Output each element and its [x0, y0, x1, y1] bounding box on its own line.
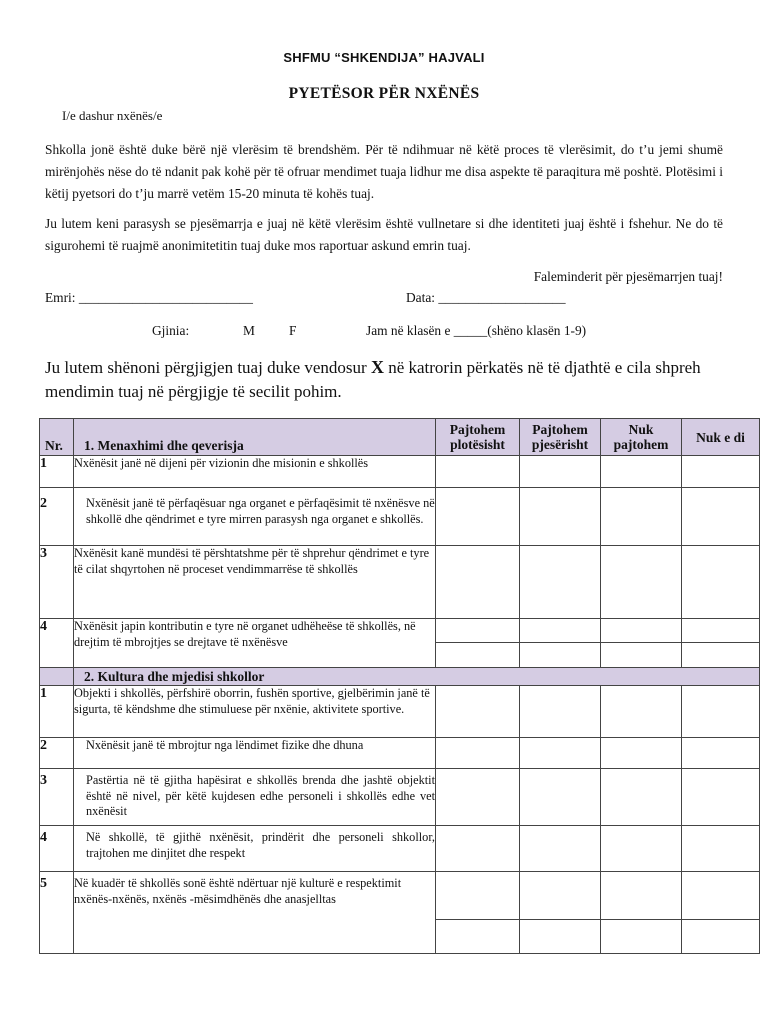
answer-cell-disagree[interactable]: [601, 872, 682, 920]
answer-cell-dont-know[interactable]: [682, 769, 760, 826]
instruction-text: [45, 355, 745, 404]
answer-cell-agree-full[interactable]: [436, 826, 520, 872]
answer-cell-disagree[interactable]: [601, 920, 682, 954]
row-number: 1: [40, 686, 74, 738]
answer-cell-disagree[interactable]: [601, 488, 682, 546]
col-disagree-header: Nuk pajtohem: [601, 419, 682, 456]
answer-cell-agree-part[interactable]: [520, 872, 601, 920]
statement-text: Nxënësit janë në dijeni për vizionin dhe misionin e shkollës: [74, 456, 436, 488]
answer-cell-agree-full[interactable]: [436, 769, 520, 826]
answer-cell-disagree[interactable]: [601, 738, 682, 769]
section-1-title: 1. Menaxhimi dhe qeverisja: [74, 419, 436, 456]
gender-option-m[interactable]: M: [243, 323, 255, 338]
col-agree-part-header: Pajtohem pjesërisht: [520, 419, 601, 456]
answer-cell-agree-part[interactable]: [520, 643, 601, 668]
instruction-after: në katrorin përkatës në të djathtë e cila shpreh mendimin tuaj në përgjigje të secilit pohim.: [45, 358, 701, 401]
table-row: [40, 488, 760, 546]
intro-paragraph-2: Ju lutem keni parasysh se pjesëmarrja e juaj në këtë vlerësim është vullnetare si dhe identiteti juaj është i fshehur. Ne do të sigurohemi të ruajmë anonimitetitin tuaj duke mos raportuar askund emrin tuaj.: [45, 216, 723, 253]
table-row: [40, 872, 760, 920]
intro-paragraph-1: Shkolla jonë është duke bërë një vlerësim të brendshëm. Për të ndihmuar në këtë proces të vlerësimit, do t’u jemi shumë mirënjohës nëse do të ndanit pak kohë për të ofruar mendimet tuaja lidhur me disa aspekte të paraqitura më poshtë. Plotësimi i këtij pyetsori do t’ju marrë vetëm 15-20 minuta të kohës tuaj.: [45, 142, 723, 201]
statement-text: Objekti i shkollës, përfshirë oborrin, fushën sportive, gjelbërimin janë të sigurta, të këndshme dhe stimuluese për nxënie, aktivitete sportive.: [74, 686, 436, 738]
table-header-row: [40, 419, 760, 456]
gender-option-f[interactable]: F: [289, 323, 297, 338]
col-agree-full-header: Pajtohem plotësisht: [436, 419, 520, 456]
row-number: 5: [40, 872, 74, 954]
answer-cell-agree-part[interactable]: [520, 738, 601, 769]
questionnaire-table: [39, 418, 760, 954]
row-number: 3: [40, 769, 74, 826]
answer-cell-agree-full[interactable]: [436, 738, 520, 769]
table-row: [40, 456, 760, 488]
thanks-note: Faleminderit për pjesëmarrjen tuaj!: [533, 269, 723, 284]
row-number: 2: [40, 738, 74, 769]
statement-text: Nxënësit janë të mbrojtur nga lëndimet fizike dhe dhuna: [74, 738, 436, 769]
row-number: 4: [40, 619, 74, 668]
answer-cell-agree-full[interactable]: [436, 488, 520, 546]
statement-text: Nxënësit kanë mundësi të përshtatshme për të shprehur qëndrimet e tyre të cilat shqyrtohen në proceset vendimmarrëse të shkollës: [74, 546, 436, 619]
answer-cell-disagree[interactable]: [601, 686, 682, 738]
row-number: 2: [40, 488, 74, 546]
answer-cell-dont-know[interactable]: [682, 920, 760, 954]
section-2-nr-cell: [40, 668, 74, 686]
answer-cell-disagree[interactable]: [601, 456, 682, 488]
answer-cell-disagree[interactable]: [601, 546, 682, 619]
answer-cell-agree-full[interactable]: [436, 643, 520, 668]
answer-cell-agree-part[interactable]: [520, 769, 601, 826]
answer-cell-disagree[interactable]: [601, 826, 682, 872]
answer-cell-agree-part[interactable]: [520, 619, 601, 643]
statement-text: Nxënësit janë të përfaqësuar nga organet e përfaqësimit të nxënësve në shkollë dhe qëndrimet e tyre mirren parasysh nga organet e shkollës.: [74, 488, 436, 546]
statement-text: Në shkollë, të gjithë nxënësit, prindërit dhe personeli shkollor, trajtohen me dinjitet dhe respekt: [74, 826, 436, 872]
statement-text: Pastërtia në të gjitha hapësirat e shkollës brenda dhe jashtë objektit është në nivel, për këtë kujdesen edhe personeli i shkollës edhe vet nxënësit: [74, 769, 436, 826]
table-row: [40, 826, 760, 872]
answer-cell-disagree[interactable]: [601, 643, 682, 668]
answer-cell-dont-know[interactable]: [682, 488, 760, 546]
answer-cell-agree-part[interactable]: [520, 488, 601, 546]
greeting: I/e dashur nxënës/e: [62, 108, 163, 123]
statement-text: Nxënësit japin kontributin e tyre në organet udhëheëse të shkollës, në drejtim të mbrojtjes se drejtave të nxënësve: [74, 619, 436, 668]
answer-cell-agree-full[interactable]: [436, 546, 520, 619]
answer-cell-agree-full[interactable]: [436, 456, 520, 488]
answer-cell-agree-full[interactable]: [436, 920, 520, 954]
answer-cell-dont-know[interactable]: [682, 686, 760, 738]
row-number: 1: [40, 456, 74, 488]
class-field[interactable]: Jam në klasën e _____(shëno klasën 1-9): [366, 323, 587, 338]
answer-cell-dont-know[interactable]: [682, 456, 760, 488]
answer-cell-disagree[interactable]: [601, 769, 682, 826]
table-row: [40, 546, 760, 619]
school-name: SHFMU “SHKENDIJA” HAJVALI: [283, 50, 485, 65]
answer-cell-agree-part[interactable]: [520, 826, 601, 872]
section-2-title: 2. Kultura dhe mjedisi shkollor: [74, 668, 760, 686]
instruction-mark: X: [370, 357, 384, 377]
section-header-row: [40, 668, 760, 686]
row-number: 3: [40, 546, 74, 619]
page-title: PYETËSOR PËR NXËNËS: [288, 85, 480, 102]
answer-cell-agree-full[interactable]: [436, 872, 520, 920]
answer-cell-agree-part[interactable]: [520, 456, 601, 488]
date-field[interactable]: Data: ___________________: [406, 290, 566, 305]
answer-cell-agree-full[interactable]: [436, 619, 520, 643]
gender-label: Gjinia:: [152, 323, 190, 338]
answer-cell-disagree[interactable]: [601, 619, 682, 643]
statement-text: Në kuadër të shkollës sonë është ndërtuar një kulturë e respektimit nxënës-nxënës, nxënës -mësimdhënës dhe anasjelltas: [74, 872, 436, 954]
answer-cell-dont-know[interactable]: [682, 826, 760, 872]
answer-cell-dont-know[interactable]: [682, 643, 760, 668]
instruction-before: Ju lutem shënoni përgjigjen tuaj duke vendosur: [45, 358, 371, 377]
answer-cell-agree-full[interactable]: [436, 686, 520, 738]
answer-cell-dont-know[interactable]: [682, 619, 760, 643]
table-row: [40, 619, 760, 643]
table-row: [40, 738, 760, 769]
col-nr-header: Nr.: [40, 419, 74, 456]
answer-cell-agree-part[interactable]: [520, 686, 601, 738]
answer-cell-dont-know[interactable]: [682, 546, 760, 619]
answer-cell-dont-know[interactable]: [682, 738, 760, 769]
answer-cell-agree-part[interactable]: [520, 920, 601, 954]
name-field[interactable]: Emri: __________________________: [45, 290, 253, 305]
answer-cell-agree-part[interactable]: [520, 546, 601, 619]
table-row: [40, 686, 760, 738]
table-row: [40, 769, 760, 826]
answer-cell-dont-know[interactable]: [682, 872, 760, 920]
col-dont-know-header: Nuk e di: [682, 419, 760, 456]
row-number: 4: [40, 826, 74, 872]
